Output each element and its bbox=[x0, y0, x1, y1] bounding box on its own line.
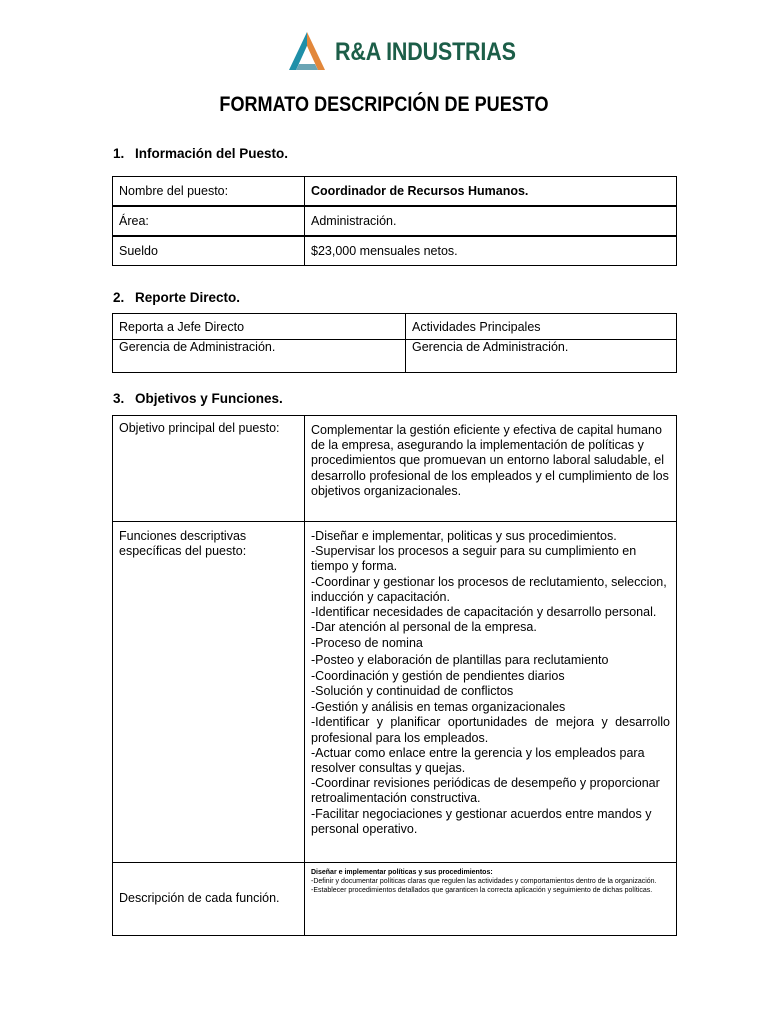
logo-mark-icon bbox=[287, 30, 331, 74]
objectives-table bbox=[112, 415, 677, 936]
table-label: Nombre del puesto: bbox=[113, 177, 305, 207]
section-title: Reporte Directo. bbox=[135, 290, 241, 305]
table-value: $23,000 mensuales netos. bbox=[305, 236, 677, 266]
section-number: 1. bbox=[113, 146, 125, 161]
description-line: -Definir y documentar políticas claras que regulen las actividades y comportamientos dentro de la organización. bbox=[311, 878, 657, 885]
table-cell: Gerencia de Administración. bbox=[406, 340, 677, 373]
function-item: -Supervisar los procesos a seguir para su cumplimiento en tiempo y forma. bbox=[311, 544, 637, 574]
function-item: -Identificar y planificar oportunidades de mejora y desarrollo profesional para los empleados. bbox=[311, 715, 670, 745]
function-item: -Facilitar negociaciones y gestionar acuerdos entre mandos y personal operativo. bbox=[311, 806, 652, 836]
report-table bbox=[112, 313, 677, 373]
table-row bbox=[113, 522, 677, 863]
table-row bbox=[113, 177, 677, 207]
section-number: 3. bbox=[113, 391, 125, 406]
function-item: -Proceso de nomina bbox=[311, 636, 423, 651]
table-label: Sueldo bbox=[113, 236, 305, 266]
table-row bbox=[113, 340, 677, 373]
function-item: -Identificar necesidades de capacitación y desarrollo personal. bbox=[311, 605, 657, 620]
table-row bbox=[113, 236, 677, 266]
function-item: -Dar atención al personal de la empresa. bbox=[311, 620, 537, 635]
column-header: Reporta a Jefe Directo bbox=[113, 314, 406, 340]
table-row bbox=[113, 416, 677, 522]
table-label: Funciones descriptivas específicas del puesto: bbox=[113, 522, 305, 863]
section-1-heading bbox=[113, 146, 288, 161]
functions-list bbox=[305, 522, 677, 863]
objective-text: Complementar la gestión eficiente y efectiva de capital humano de la empresa, asegurando la implementación de políticas y procedimientos que promuevan un entorno laboral saludable, el desarrollo profesional de los empleados y el cumplimiento de los objetivos organizacionales. bbox=[305, 416, 677, 522]
section-2-heading bbox=[113, 290, 240, 305]
table-value: Administración. bbox=[305, 206, 677, 236]
job-info-table bbox=[112, 176, 677, 266]
section-title: Información del Puesto. bbox=[135, 146, 289, 161]
function-item: -Solución y continuidad de conflictos bbox=[311, 684, 514, 699]
function-item: -Gestión y análisis en temas organizacionales bbox=[311, 700, 566, 715]
function-item: -Coordinar y gestionar los procesos de reclutamiento, seleccion, inducción y capacitación. bbox=[311, 574, 667, 604]
function-item: -Posteo y elaboración de plantillas para reclutamiento bbox=[311, 652, 609, 667]
description-title: Diseñar e implementar políticas y sus procedimientos: bbox=[311, 869, 493, 876]
description-line: -Establecer procedimientos detallados que garanticen la correcta aplicación y seguimiento de dichas políticas. bbox=[311, 887, 653, 894]
table-label: Área: bbox=[113, 206, 305, 236]
function-item: -Coordinar revisiones periódicas de desempeño y proporcionar retroalimentación constructiva. bbox=[311, 776, 660, 806]
function-item: -Diseñar e implementar, politicas y sus procedimientos. bbox=[311, 529, 617, 543]
table-row bbox=[113, 206, 677, 236]
section-number: 2. bbox=[113, 290, 125, 305]
table-label: Descripción de cada función. bbox=[113, 863, 305, 936]
table-row bbox=[113, 863, 677, 936]
function-description bbox=[305, 863, 677, 936]
document-title: FORMATO DESCRIPCIÓN DE PUESTO bbox=[219, 93, 549, 116]
table-value: Coordinador de Recursos Humanos. bbox=[305, 177, 677, 207]
column-header: Actividades Principales bbox=[406, 314, 677, 340]
section-title: Objetivos y Funciones. bbox=[135, 391, 283, 406]
table-cell: Gerencia de Administración. bbox=[113, 340, 406, 373]
function-item: -Actuar como enlace entre la gerencia y los empleados para resolver consultas y quejas. bbox=[311, 745, 645, 776]
logo-text: R&A INDUSTRIAS bbox=[335, 37, 516, 66]
function-item: -Coordinación y gestión de pendientes diarios bbox=[311, 668, 565, 683]
table-header-row bbox=[113, 314, 677, 340]
table-label: Objetivo principal del puesto: bbox=[113, 416, 305, 522]
company-logo bbox=[287, 30, 545, 74]
section-3-heading bbox=[113, 391, 283, 406]
